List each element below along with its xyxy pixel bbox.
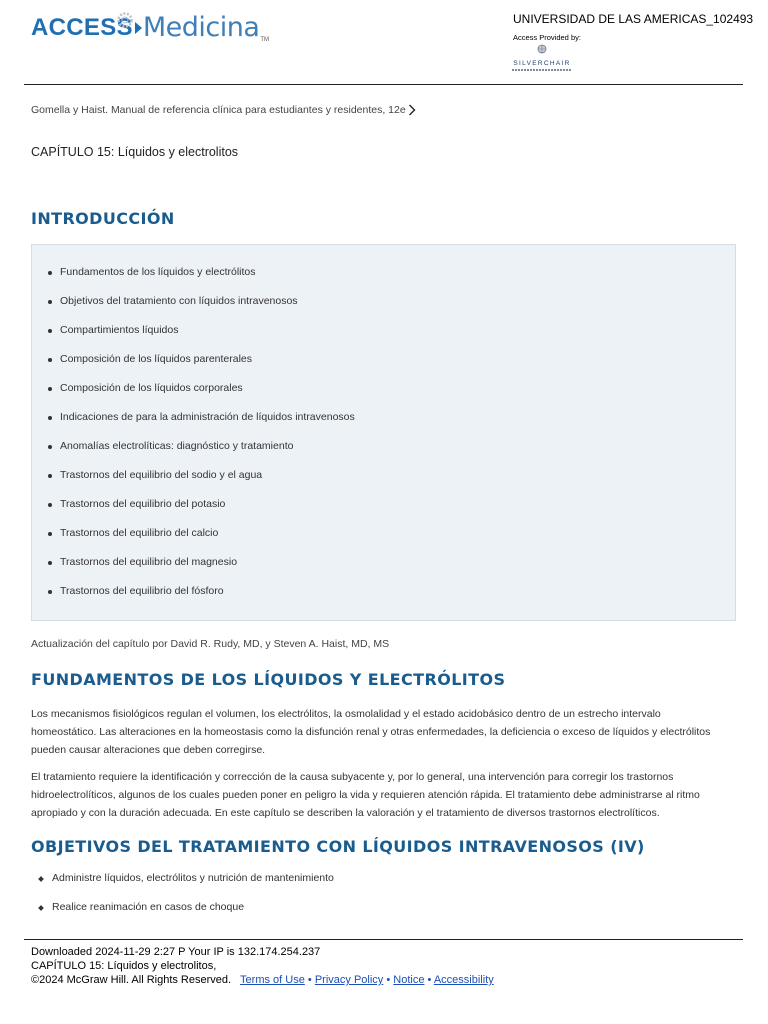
logo-trademark: TM	[260, 36, 270, 43]
bullet-icon	[48, 445, 52, 449]
footer-legal-line	[31, 973, 494, 987]
bullet-icon	[48, 474, 52, 478]
footer-chapter-title: CAPÍTULO 15: Líquidos y electrolitos,	[31, 960, 217, 972]
toc-link[interactable]: Indicaciones de para la administración de líquidos intravenosos	[60, 411, 355, 423]
page-header	[0, 0, 768, 84]
objectives-list	[39, 872, 334, 930]
intro-heading: INTRODUCCIÓN	[31, 209, 175, 228]
breadcrumb-book-title[interactable]: Gomella y Haist. Manual de referencia clínica para estudiantes y residentes, 12e	[31, 104, 406, 116]
bullet-icon	[48, 300, 52, 304]
toc-link[interactable]: Compartimientos líquidos	[60, 324, 179, 336]
toc-item[interactable]	[48, 469, 355, 498]
paragraph: El tratamiento requiere la identificación y corrección de la causa subyacente y, por lo general, una intervención para corregir los trastornos hidroelectrolíticos, algunos de los cuales pueden poner en peligro la vida y requieren atención rápida. El tratamiento debe administrarse al ritmo apropiado y con la duración adecuada. En este capítulo se describen la valoración y el tratamiento de diversos trastornos electrolíticos.	[31, 771, 700, 819]
privacy-policy-link[interactable]: Privacy Policy	[314, 974, 384, 986]
toc-item[interactable]	[48, 411, 355, 440]
toc-item[interactable]	[48, 556, 355, 585]
breadcrumb[interactable]	[31, 104, 416, 116]
list-item	[39, 872, 334, 901]
toc-link[interactable]: Composición de los líquidos parenterales	[60, 353, 253, 365]
bullet-icon	[48, 532, 52, 536]
toc-item[interactable]	[48, 382, 355, 411]
bullet-icon	[48, 387, 52, 391]
institution-name: UNIVERSIDAD DE LAS AMERICAS_102493	[513, 12, 754, 26]
toc-link[interactable]: Trastornos del equilibrio del calcio	[60, 527, 219, 539]
bullet-icon	[48, 416, 52, 420]
bullet-icon	[48, 358, 52, 362]
toc-link[interactable]: Composición de los líquidos corporales	[60, 382, 243, 394]
section-heading-objetivos: OBJETIVOS DEL TRATAMIENTO CON LÍQUIDOS INTRAVENOSOS (IV)	[31, 837, 645, 856]
bullet-icon	[48, 503, 52, 507]
toc-link[interactable]: Fundamentos de los líquidos y electrólitos	[60, 266, 256, 278]
silverchair-logo	[512, 41, 572, 71]
bullet-icon	[48, 561, 52, 565]
toc-item[interactable]	[48, 295, 355, 324]
chevron-right-icon[interactable]	[408, 104, 416, 116]
toc-item[interactable]	[48, 585, 355, 614]
gear-icon	[115, 10, 135, 30]
footer-separator: •	[307, 974, 312, 986]
copyright-text: ©2024 McGraw Hill. All Rights Reserved.	[31, 974, 232, 986]
table-of-contents	[31, 244, 736, 621]
logo-medicina-text: Medicina	[142, 12, 260, 43]
toc-link[interactable]: Anomalías electrolíticas: diagnóstico y tratamiento	[60, 440, 294, 452]
toc-item[interactable]	[48, 266, 355, 295]
access-provided-label: Access Provided by:	[513, 33, 581, 42]
toc-item[interactable]	[48, 440, 355, 469]
bullet-icon	[38, 876, 44, 882]
toc-item[interactable]	[48, 324, 355, 353]
page-footer	[31, 945, 494, 987]
terms-of-use-link[interactable]: Terms of Use	[240, 974, 305, 986]
bullet-icon	[48, 590, 52, 594]
toc-item[interactable]	[48, 527, 355, 556]
header-divider	[24, 84, 743, 85]
toc-item[interactable]	[48, 353, 355, 382]
logo-access-text: ACCESS	[31, 13, 133, 41]
section-heading-fundamentos: FUNDAMENTOS DE LOS LÍQUIDOS Y ELECTRÓLITOS	[31, 670, 506, 689]
silverchair-globe-icon	[537, 44, 547, 54]
toc-link[interactable]: Trastornos del equilibrio del potasio	[60, 498, 226, 510]
silverchair-wordmark: SILVERCHAIR	[513, 60, 571, 67]
download-info: Downloaded 2024-11-29 2:27 P Your IP is 132.174.254.237	[31, 946, 321, 958]
logo-arrow-icon	[135, 22, 142, 34]
accessibility-link[interactable]: Accessibility	[433, 974, 494, 986]
toc-link[interactable]: Trastornos del equilibrio del sodio y el agua	[60, 469, 263, 481]
bullet-icon	[48, 329, 52, 333]
toc-list	[48, 266, 355, 614]
chapter-title: CAPÍTULO 15: Líquidos y electrolitos	[31, 145, 239, 159]
bullet-icon	[38, 905, 44, 911]
footer-divider	[24, 939, 743, 940]
footer-separator: •	[427, 974, 432, 986]
toc-link[interactable]: Trastornos del equilibrio del magnesio	[60, 556, 238, 568]
list-item-text: Realice reanimación en casos de choque	[52, 901, 245, 913]
paragraph: Los mecanismos fisiológicos regulan el volumen, los electrólitos, la osmolalidad y el estado acidobásico dentro de un estrecho intervalo homeostático. Las alteraciones en la homeostasis como la disfunción renal y otras enfermedades, la deficiencia o exceso de líquidos y electrólitos pueden causar alteraciones que deben corregirse.	[31, 708, 711, 756]
toc-link[interactable]: Objetivos del tratamiento con líquidos intravenosos	[60, 295, 298, 307]
chapter-update-note: Actualización del capítulo por David R. Rudy, MD, y Steven A. Haist, MD, MS	[31, 638, 390, 650]
toc-link[interactable]: Trastornos del equilibrio del fósforo	[60, 585, 224, 597]
list-item	[39, 901, 334, 930]
list-item-text: Administre líquidos, electrólitos y nutrición de mantenimiento	[52, 872, 334, 884]
toc-item[interactable]	[48, 498, 355, 527]
footer-separator: •	[386, 974, 391, 986]
silverchair-tagline	[512, 69, 572, 71]
bullet-icon	[48, 271, 52, 275]
accessmedicina-logo[interactable]	[31, 12, 269, 43]
notice-link[interactable]: Notice	[393, 974, 425, 986]
